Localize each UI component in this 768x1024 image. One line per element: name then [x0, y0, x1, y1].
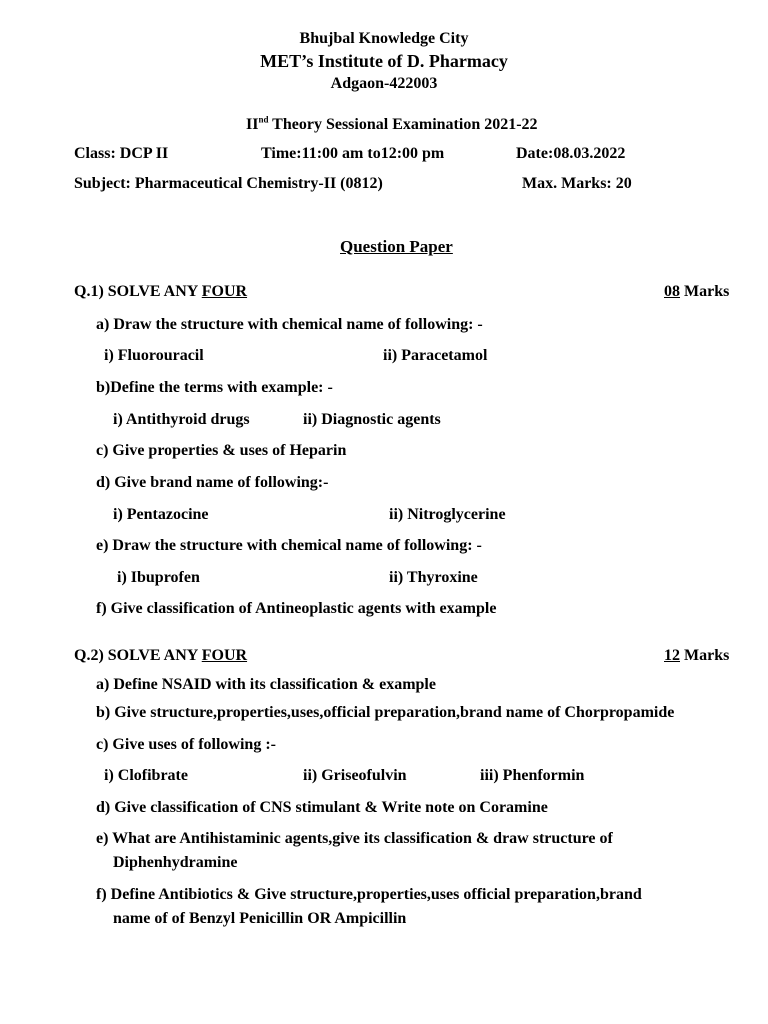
paper-title: Question Paper: [340, 237, 453, 256]
exam-subject: Subject: Pharmaceutical Chemistry-II (0812): [74, 175, 383, 192]
q2-label: Q.2) SOLVE ANY: [74, 647, 202, 664]
exam-max-marks: Max. Marks: 20: [522, 175, 632, 192]
institute-line-2: MET’s Institute of D. Pharmacy: [260, 51, 508, 71]
q2-d: d) Give classification of CNS stimulant & Write note on Coramine: [96, 799, 548, 816]
exam-title-sup: nd: [258, 114, 269, 125]
q1-marks: [664, 284, 729, 300]
q2-c-i: i) Clofibrate: [104, 767, 188, 784]
exam-date: Date:08.03.2022: [516, 145, 626, 162]
q1-a: a) Draw the structure with chemical name of following: -: [96, 316, 483, 333]
q2-f-line-2: name of of Benzyl Penicillin OR Ampicillin: [113, 910, 407, 927]
q2-a: a) Define NSAID with its classification & example: [96, 676, 436, 693]
q1-b: b)Define the terms with example: -: [96, 379, 333, 396]
q2-marks: [664, 648, 729, 664]
q2-c: c) Give uses of following :-: [96, 736, 276, 753]
exam-class: Class: DCP II: [74, 145, 169, 162]
q2-heading: [74, 648, 247, 664]
q1-heading: [74, 284, 247, 300]
q1-b-ii: ii) Diagnostic agents: [303, 411, 441, 428]
q1-e: e) Draw the structure with chemical name of following: -: [96, 537, 482, 554]
q1-label-underlined: FOUR: [201, 283, 248, 300]
q1-label: Q.1) SOLVE ANY: [74, 283, 202, 300]
q1-marks-text: Marks: [680, 283, 730, 300]
q2-e-line-1: e) What are Antihistaminic agents,give its classification & draw structure of: [96, 830, 613, 847]
q1-d-ii: ii) Nitroglycerine: [389, 506, 506, 523]
q1-e-i: i) Ibuprofen: [117, 569, 200, 586]
q2-f-line-1: f) Define Antibiotics & Give structure,properties,uses official preparation,brand: [96, 886, 642, 903]
q2-b: b) Give structure,properties,uses,official preparation,brand name of Chorpropamide: [96, 704, 675, 721]
q2-e-line-2: Diphenhydramine: [113, 854, 238, 871]
institute-line-3: Adgaon-422003: [330, 75, 438, 92]
exam-title-prefix: II: [246, 116, 259, 133]
exam-title-rest: Theory Sessional Examination 2021-22: [268, 116, 538, 133]
q1-a-ii: ii) Paracetamol: [383, 347, 488, 364]
q2-marks-number: 12: [664, 647, 680, 664]
q1-b-i: i) Antithyroid drugs: [113, 411, 250, 428]
institute-line-1: Bhujbal Knowledge City: [299, 30, 469, 47]
q1-marks-number: 08: [664, 283, 680, 300]
q2-label-underlined: FOUR: [201, 647, 248, 664]
q1-e-ii: ii) Thyroxine: [389, 569, 478, 586]
q2-c-ii: ii) Griseofulvin: [303, 767, 407, 784]
q2-c-iii: iii) Phenformin: [480, 767, 585, 784]
q1-d-i: i) Pentazocine: [113, 506, 209, 523]
q1-d: d) Give brand name of following:-: [96, 474, 329, 491]
exam-time: Time:11:00 am to12:00 pm: [261, 145, 445, 162]
q1-a-i: i) Fluorouracil: [104, 347, 204, 364]
q1-f: f) Give classification of Antineoplastic agents with example: [96, 600, 497, 617]
exam-title: [246, 114, 538, 133]
q2-marks-text: Marks: [680, 647, 730, 664]
q1-c: c) Give properties & uses of Heparin: [96, 442, 347, 459]
